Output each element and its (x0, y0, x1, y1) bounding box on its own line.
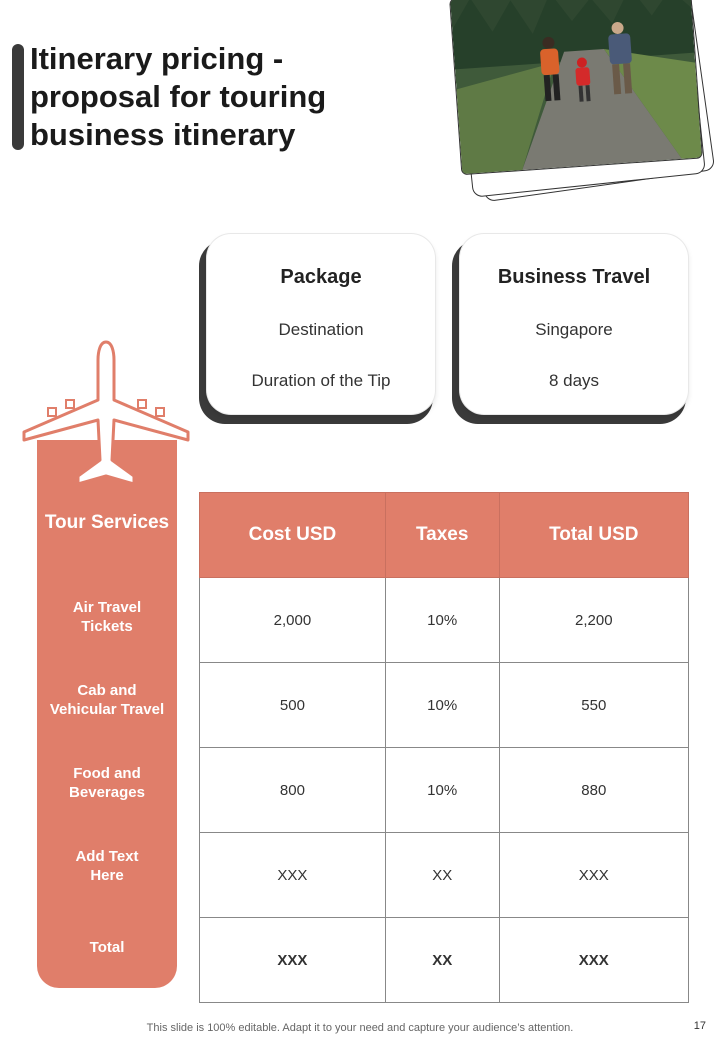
table-row (200, 748, 689, 833)
family-hiking-photo (449, 0, 703, 175)
total-cell-total: XXX (499, 918, 688, 1003)
cell-taxes: 10% (385, 578, 499, 663)
cell-total: 880 (499, 748, 688, 833)
service-label-food-beverages: Food and Beverages (69, 765, 145, 801)
cell-taxes: 10% (385, 663, 499, 748)
package-card-heading: Package (280, 266, 362, 288)
business-travel-card-heading: Business Travel (497, 266, 651, 288)
table-row (200, 833, 689, 918)
service-label-cab-travel: Cab and Vehicular Travel (49, 682, 165, 718)
cell-total: 2,200 (499, 578, 688, 663)
cell-taxes: 10% (385, 748, 499, 833)
package-card-duration-label: Duration of the Tip (251, 371, 391, 390)
total-cell-taxes: XX (385, 918, 499, 1003)
business-travel-card-duration-value: 8 days (548, 371, 600, 390)
column-header-cost: Cost USD (200, 493, 386, 578)
cell-cost: 800 (200, 748, 386, 833)
cell-total: 550 (499, 663, 688, 748)
table-row (200, 578, 689, 663)
title-accent-bar (12, 44, 24, 150)
pricing-table (199, 492, 689, 1003)
cell-cost: XXX (200, 833, 386, 918)
service-label-add-text: Add Text Here (75, 848, 139, 884)
table-header-row (200, 493, 689, 578)
table-row (200, 663, 689, 748)
footer-note: This slide is 100% editable. Adapt it to your need and capture your audience’s attention. (146, 1022, 574, 1034)
cell-total: XXX (499, 833, 688, 918)
page-number: 17 (693, 1020, 706, 1032)
column-header-taxes: Taxes (385, 493, 499, 578)
package-card-destination-label: Destination (278, 320, 364, 339)
tour-services-header: Tour Services (44, 512, 170, 533)
service-label-total: Total (89, 939, 125, 956)
column-header-total: Total USD (499, 493, 688, 578)
service-label-air-tickets: Air Travel Tickets (72, 599, 142, 635)
airplane-icon (20, 338, 192, 490)
cell-taxes: XX (385, 833, 499, 918)
total-cell-cost: XXX (200, 918, 386, 1003)
cell-cost: 2,000 (200, 578, 386, 663)
page-title: Itinerary pricing - proposal for touring business itinerary (30, 41, 327, 152)
cell-cost: 500 (200, 663, 386, 748)
business-travel-card-destination-value: Singapore (535, 320, 613, 339)
table-total-row (200, 918, 689, 1003)
business-travel-card (460, 234, 688, 414)
package-card (207, 234, 435, 414)
